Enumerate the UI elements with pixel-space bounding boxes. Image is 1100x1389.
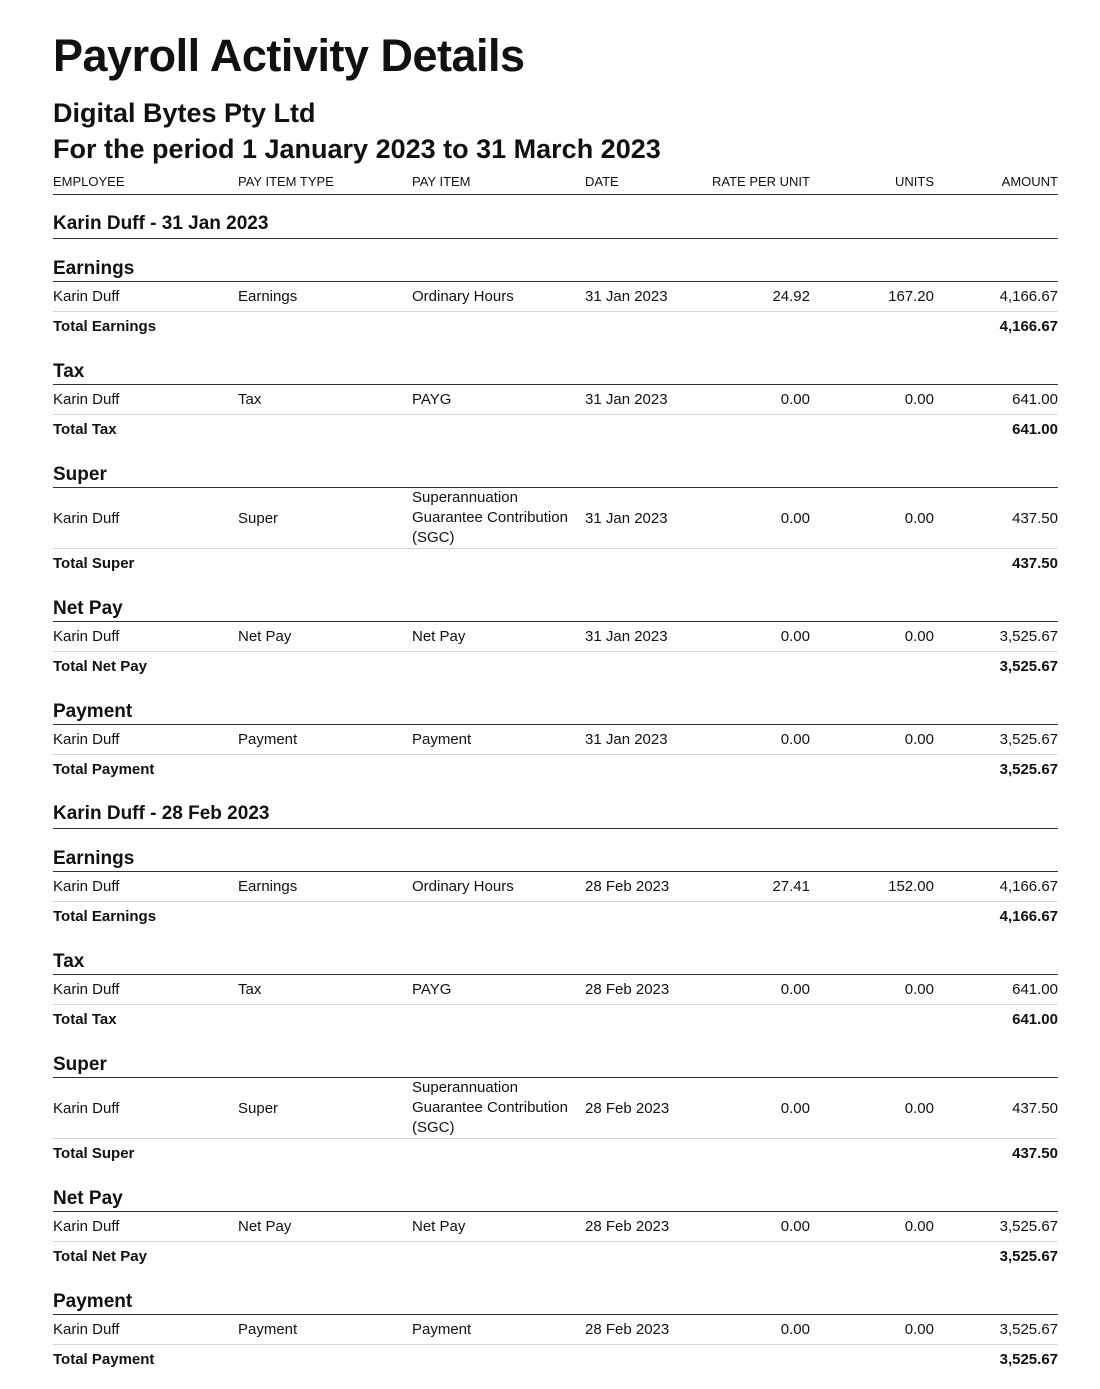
employee-pay-run-group	[53, 208, 1058, 785]
cell-date: 28 Feb 2023	[585, 878, 670, 895]
cell-date: 28 Feb 2023	[585, 1218, 670, 1235]
cell-rate-per-unit: 0.00	[780, 1099, 810, 1117]
pay-item-section	[53, 843, 1058, 932]
cell-amount: 3,525.67	[999, 1321, 1058, 1338]
employee-pay-run-group	[53, 798, 1058, 1375]
section-heading: Tax	[53, 356, 1058, 385]
cell-pay-item: Ordinary Hours	[412, 878, 514, 895]
cell-pay-item: Payment	[412, 1321, 472, 1338]
total-label: Total Tax	[53, 421, 117, 438]
cell-rate-per-unit: 0.00	[780, 391, 810, 408]
table-row	[53, 282, 1058, 312]
cell-pay-item: Superannuation Guarantee Contribution (SGC)	[412, 1079, 568, 1136]
column-header-units: UNITS	[895, 174, 934, 189]
cell-employee: Karin Duff	[53, 878, 120, 895]
pay-item-section	[53, 593, 1058, 682]
section-total-row	[53, 902, 1058, 932]
employee-pay-run-heading: Karin Duff - 28 Feb 2023	[53, 798, 1058, 829]
cell-amount: 3,525.67	[999, 628, 1058, 645]
total-amount: 437.50	[1012, 555, 1058, 572]
table-row	[53, 725, 1058, 755]
cell-units: 0.00	[904, 1099, 934, 1117]
cell-rate-per-unit: 0.00	[780, 1218, 810, 1235]
cell-pay-item: Superannuation Guarantee Contribution (SGC)	[412, 489, 568, 546]
table-row	[53, 488, 1058, 549]
cell-units: 167.20	[888, 288, 934, 305]
cell-rate-per-unit: 27.41	[772, 878, 810, 895]
section-total-row	[53, 415, 1058, 445]
section-total-row	[53, 652, 1058, 682]
cell-date: 31 Jan 2023	[585, 391, 668, 408]
cell-pay-item-type: Earnings	[238, 288, 298, 305]
column-header-pay-item: PAY ITEM	[412, 174, 471, 189]
cell-units: 0.00	[904, 981, 934, 998]
cell-units: 152.00	[888, 878, 934, 895]
report-period: For the period 1 January 2023 to 31 March 2023	[53, 134, 661, 164]
column-header-amount: AMOUNT	[1001, 174, 1058, 189]
cell-employee: Karin Duff	[53, 1218, 120, 1235]
company-name: Digital Bytes Pty Ltd	[53, 98, 316, 128]
cell-units: 0.00	[904, 509, 934, 527]
cell-amount: 641.00	[1012, 981, 1058, 998]
cell-employee: Karin Duff	[53, 509, 120, 527]
table-row	[53, 975, 1058, 1005]
column-header-pay-item-type: PAY ITEM TYPE	[238, 174, 334, 189]
section-heading: Tax	[53, 946, 1058, 975]
section-heading: Payment	[53, 696, 1058, 725]
section-heading: Net Pay	[53, 1183, 1058, 1212]
cell-pay-item-type: Tax	[238, 981, 262, 998]
cell-rate-per-unit: 0.00	[780, 731, 810, 748]
report-body	[53, 208, 1058, 1375]
cell-amount: 641.00	[1012, 391, 1058, 408]
cell-pay-item-type: Payment	[238, 731, 298, 748]
table-row	[53, 385, 1058, 415]
section-heading: Super	[53, 459, 1058, 488]
column-header-row	[53, 167, 1058, 195]
section-total-row	[53, 1345, 1058, 1375]
cell-amount: 3,525.67	[999, 1218, 1058, 1235]
total-label: Total Net Pay	[53, 658, 147, 675]
cell-rate-per-unit: 24.92	[772, 288, 810, 305]
cell-pay-item-type: Tax	[238, 391, 262, 408]
cell-date: 28 Feb 2023	[585, 1099, 670, 1117]
pay-item-section	[53, 1183, 1058, 1272]
total-label: Total Super	[53, 1145, 135, 1162]
section-total-row	[53, 1242, 1058, 1272]
pay-item-section	[53, 356, 1058, 445]
total-amount: 3,525.67	[999, 1351, 1058, 1368]
cell-employee: Karin Duff	[53, 628, 120, 645]
table-row	[53, 872, 1058, 902]
cell-employee: Karin Duff	[53, 1321, 120, 1338]
cell-pay-item: PAYG	[412, 981, 452, 998]
report-title: Payroll Activity Details	[53, 30, 525, 81]
cell-date: 28 Feb 2023	[585, 981, 670, 998]
cell-units: 0.00	[904, 731, 934, 748]
pay-item-section	[53, 1049, 1058, 1169]
pay-item-section	[53, 696, 1058, 785]
section-total-row	[53, 1005, 1058, 1035]
total-amount: 641.00	[1012, 421, 1058, 438]
total-amount: 4,166.67	[999, 908, 1058, 925]
pay-item-section	[53, 946, 1058, 1035]
cell-rate-per-unit: 0.00	[780, 509, 810, 527]
pay-item-section	[53, 1286, 1058, 1375]
total-label: Total Super	[53, 555, 135, 572]
total-amount: 3,525.67	[999, 761, 1058, 778]
total-label: Total Earnings	[53, 908, 157, 925]
section-total-row	[53, 549, 1058, 579]
total-label: Total Earnings	[53, 318, 157, 335]
pay-item-section	[53, 253, 1058, 342]
cell-rate-per-unit: 0.00	[780, 1321, 810, 1338]
employee-pay-run-heading: Karin Duff - 31 Jan 2023	[53, 208, 1058, 239]
table-row	[53, 1078, 1058, 1139]
section-heading: Super	[53, 1049, 1058, 1078]
cell-employee: Karin Duff	[53, 731, 120, 748]
total-label: Total Payment	[53, 1351, 155, 1368]
total-label: Total Net Pay	[53, 1248, 147, 1265]
section-total-row	[53, 1139, 1058, 1169]
table-row	[53, 622, 1058, 652]
cell-pay-item: Net Pay	[412, 628, 466, 645]
column-header-rate-per-unit: RATE PER UNIT	[712, 174, 810, 189]
cell-amount: 437.50	[1012, 1099, 1058, 1117]
pay-run-sections	[53, 253, 1058, 785]
table-row	[53, 1315, 1058, 1345]
total-amount: 437.50	[1012, 1145, 1058, 1162]
cell-date: 31 Jan 2023	[585, 509, 668, 527]
total-label: Total Tax	[53, 1011, 117, 1028]
cell-units: 0.00	[904, 1218, 934, 1235]
section-heading: Earnings	[53, 843, 1058, 872]
total-amount: 641.00	[1012, 1011, 1058, 1028]
cell-units: 0.00	[904, 1321, 934, 1338]
cell-date: 31 Jan 2023	[585, 628, 668, 645]
cell-employee: Karin Duff	[53, 391, 120, 408]
cell-date: 31 Jan 2023	[585, 288, 668, 305]
cell-units: 0.00	[904, 391, 934, 408]
column-header-employee: EMPLOYEE	[53, 174, 125, 189]
cell-employee: Karin Duff	[53, 1099, 120, 1117]
cell-rate-per-unit: 0.00	[780, 981, 810, 998]
cell-pay-item-type: Net Pay	[238, 1218, 292, 1235]
section-heading: Net Pay	[53, 593, 1058, 622]
total-amount: 4,166.67	[999, 318, 1058, 335]
cell-pay-item-type: Earnings	[238, 878, 298, 895]
cell-amount: 4,166.67	[999, 288, 1058, 305]
cell-date: 31 Jan 2023	[585, 731, 668, 748]
total-amount: 3,525.67	[999, 1248, 1058, 1265]
cell-pay-item: Net Pay	[412, 1218, 466, 1235]
cell-amount: 437.50	[1012, 509, 1058, 527]
cell-date: 28 Feb 2023	[585, 1321, 670, 1338]
section-heading: Earnings	[53, 253, 1058, 282]
pay-item-section	[53, 459, 1058, 579]
table-row	[53, 1212, 1058, 1242]
cell-amount: 3,525.67	[999, 731, 1058, 748]
cell-pay-item-type: Net Pay	[238, 628, 292, 645]
section-total-row	[53, 755, 1058, 785]
total-amount: 3,525.67	[999, 658, 1058, 675]
column-header-date: DATE	[585, 174, 619, 189]
cell-pay-item: Payment	[412, 731, 472, 748]
cell-rate-per-unit: 0.00	[780, 628, 810, 645]
cell-amount: 4,166.67	[999, 878, 1058, 895]
cell-employee: Karin Duff	[53, 288, 120, 305]
cell-pay-item: PAYG	[412, 391, 452, 408]
total-label: Total Payment	[53, 761, 155, 778]
section-total-row	[53, 312, 1058, 342]
cell-pay-item-type: Super	[238, 1099, 279, 1117]
cell-units: 0.00	[904, 628, 934, 645]
pay-run-sections	[53, 843, 1058, 1375]
cell-pay-item: Ordinary Hours	[412, 288, 514, 305]
section-heading: Payment	[53, 1286, 1058, 1315]
cell-employee: Karin Duff	[53, 981, 120, 998]
cell-pay-item-type: Payment	[238, 1321, 298, 1338]
cell-pay-item-type: Super	[238, 509, 279, 527]
